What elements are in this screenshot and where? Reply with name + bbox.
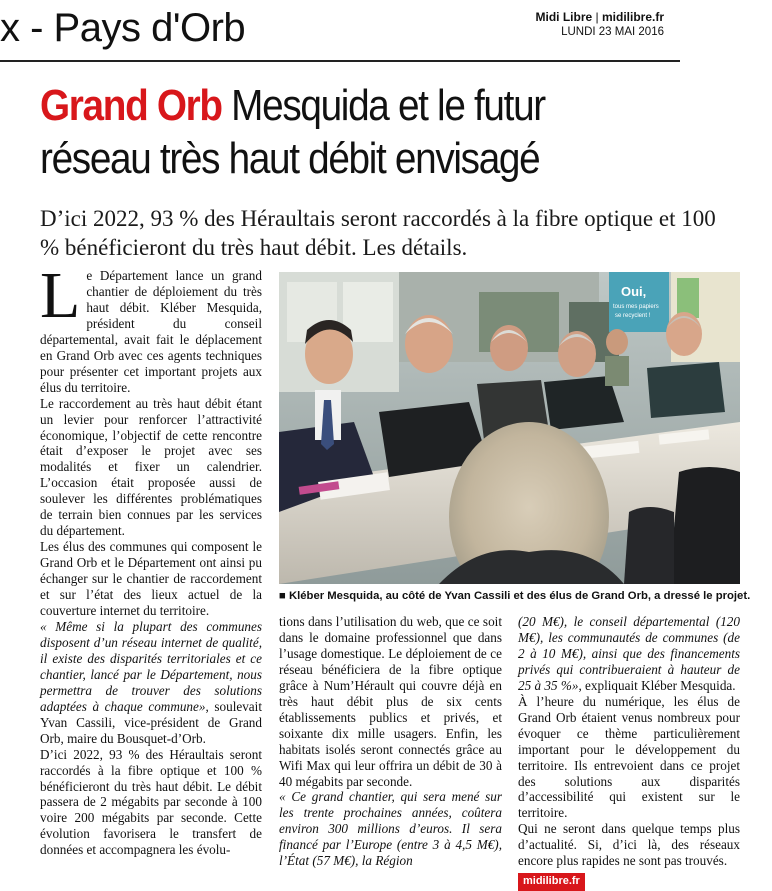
header-divider bbox=[0, 60, 680, 62]
website-tag: midilibre.fr bbox=[518, 873, 585, 891]
caption-text: Kléber Mesquida, au côté de Yvan Cassili et des élus de Grand Orb, a dressé le projet. bbox=[288, 590, 751, 602]
paragraph: tions dans l’utilisation du web, que ce soit dans le domaine professionnel que dans l’usage domestique. Le déploiement de ce réseau bénéficiera de la fibre optique grâce à Num’Hérault qui couvre déjà en très haut débit plus de six cents établissements publics et privés, et soixante dix mille usagers. Enfin, les habitats isolés seront connectés grâce au Wifi Max qui leur offrira un débit de 30 à 40 mégabits par seconde. bbox=[279, 614, 502, 789]
article-column-3 bbox=[518, 614, 740, 891]
publication-website: midilibre.fr bbox=[601, 10, 664, 24]
quote-attribution: , expliquait Kléber Mesquida. bbox=[578, 677, 736, 693]
caption-bullet: ■ bbox=[279, 590, 286, 602]
poster-line-2: tous mes papiers bbox=[613, 304, 659, 310]
publication-date: LUNDI 23 MAI 2016 bbox=[561, 26, 664, 38]
headline-region: Grand Orb bbox=[40, 81, 222, 130]
photo-caption bbox=[279, 590, 751, 602]
paragraph: Qui ne seront dans quelque temps plus d’actualité. Si, d’ici là, des réseaux encore plus rapides ne sont pas trouvés. bbox=[518, 821, 740, 869]
paragraph: e Département lance un grand chantier de déploiement du très haut débit. Kléber Mesquida, président du conseil départemental, avait fait le déplacement en Grand Orb avec ces agents techniques pour présenter cet important projets aux élus du territoire. bbox=[40, 268, 262, 395]
headline-text: Mesquida et le futur réseau très haut débit envisagé bbox=[40, 81, 545, 183]
article-deck: D’ici 2022, 93 % des Héraultais seront raccordés à la fibre optique et 100 % bénéficieront du très haut débit. Les détails. bbox=[40, 206, 716, 260]
paragraph: Le raccordement au très haut débit étant un levier pour renforcer l’attractivité économique, l’objectif de cette rencontre était d’exposer le projet avec ses modalités et fixer un calendrier. L’occasion était proposée aussi de soulever les différentes problématiques de terrain bien connues par les services du département. bbox=[40, 395, 262, 539]
paragraph: À l’heure du numérique, les élus de Grand Orb étaient venus nombreux pour évoquer ce thème particulièrement important pour le développement du territoire. Ils entrevoient dans ce projet des solutions aux disparités d’accessibilité qui existent sur le territoire. bbox=[518, 693, 740, 821]
drop-cap: L bbox=[40, 259, 81, 332]
section-title: x - Pays d'Orb bbox=[0, 6, 246, 50]
publication-name: Midi Libre bbox=[535, 10, 593, 24]
quote-attribution: , soulevait Yvan Cassili, vice-président de Grand Orb, maire du Bousquet-d’Orb. bbox=[40, 698, 262, 746]
publication-separator: | bbox=[592, 10, 602, 24]
article-column-2 bbox=[279, 614, 502, 869]
article-column-1 bbox=[40, 259, 262, 858]
poster-line-3: se recyclent ! bbox=[615, 313, 651, 319]
headline bbox=[40, 79, 656, 185]
quote: « Ce grand chantier, qui sera mené sur les trente prochaines années, coûtera environ 300 millions d’euros. Il sera financé par l’Europe (entre 3 à 4,5 M€), l’État (57 M€), la Région bbox=[279, 789, 502, 869]
paragraph: D’ici 2022, 93 % des Héraultais seront raccordés à la fibre optique et 100 % bénéficieront du très haut débit. Le débit passera de 2 mégabits par seconde à 100 voire 200 mégabits par seconde. Cette évolution favorisera le transfert de données et accompagnera les évolu- bbox=[40, 746, 262, 858]
article-photo bbox=[279, 272, 740, 584]
paragraph bbox=[40, 619, 262, 747]
paragraph bbox=[518, 614, 740, 694]
publication-info bbox=[536, 10, 664, 40]
poster-line-1: Oui, bbox=[621, 284, 647, 299]
paragraph: Les élus des communes qui composent le Grand Orb et le Département ont ainsi pu échanger sur le chantier de raccordement et sur l’état des lieux actuel de la couverture internet du territoire. bbox=[40, 539, 262, 619]
quote: « Même si la plupart des communes disposent d’un réseau internet de qualité, il existe des disparités territoriales et ce chantier, lancé par le Département, nous permettra de trouver des solutions adaptées à chaque commune» bbox=[40, 618, 262, 714]
quote: (20 M€), le conseil départemental (120 M€), les communautés de communes (de 2 à 10 M€), ainsi que des financements privés qui contribueraient à hauteur de 25 à 35 %» bbox=[518, 614, 740, 693]
